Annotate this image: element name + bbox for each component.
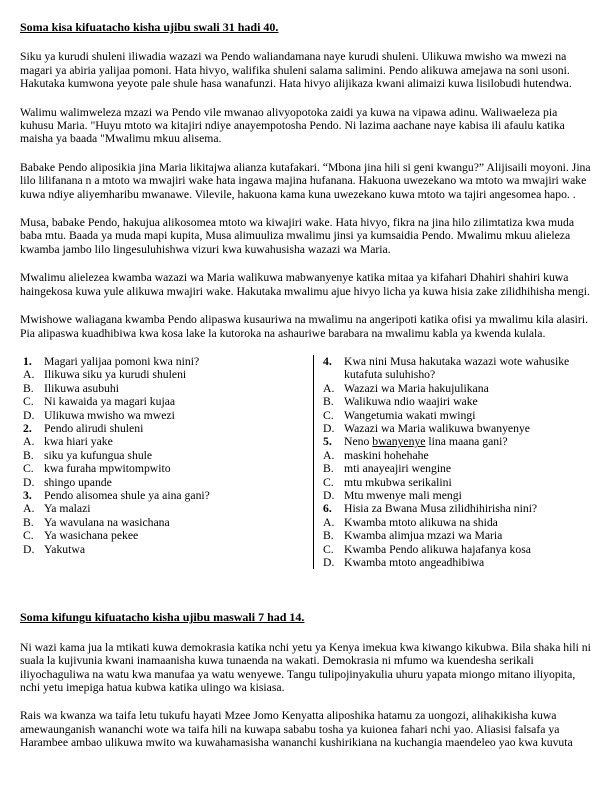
question-6-option-c (323, 543, 593, 556)
option-text: Yakutwa (44, 542, 86, 556)
option-text: Ya wasichana pekee (44, 529, 139, 543)
option-text: Ilikuwa siku ya kurudi shuleni (44, 368, 187, 382)
question-1 (23, 355, 308, 422)
option-text: Kwamba Pendo alikuwa hajafanya kosa (344, 542, 531, 556)
passage1-paragraph-4: Musa, babake Pendo, hakujua alikosomea mtoto wa kiwajiri wake. Hata hivyo, fikra na jina hilo zilimtatiza kwa muda baba mtu. Baada ya muda mapi kupita, Musa alimuuliza mwalimu jinsi ya kumsaidia Pendo. Mwalimu mkuu alieleza kwamba jambo lilo lingesuluhishwa vizuri kwa kuwahusisha wazazi wa Maria. (20, 216, 575, 256)
question-4-option-b (323, 395, 593, 408)
option-text: Ya malazi (44, 502, 91, 516)
question-3-option-c (23, 529, 308, 542)
question-2-stem (23, 422, 308, 435)
passage1-paragraph-2: Walimu walimweleza mzazi wa Pendo vile mwanao alivyopotoka zaidi ya kuwa na vipawa adinu. Waliwaeleza pia kuhusu Maria. "Huyu mtoto wa kitajiri ndiye anayempotosha Pendo. Ni lazima aachane naye kabisa ili afaulu katika maisha ya baada "Mwalimu mkuu alisema. (20, 105, 565, 146)
question-6-text (344, 502, 593, 515)
question-2-option-c (23, 462, 308, 475)
question-6 (323, 502, 593, 569)
option-text: Ilikuwa asubuhi (44, 381, 119, 395)
option-text: Kwamba mtoto angeadhibiwa (344, 556, 485, 569)
passage1-paragraph-1: Siku ya kurudi shuleni iliwadia wazazi wa Pendo waliandamana naye kurudi shuleni. Ulikuwa mwisho wa mwezi na magari ya abiria yalijaa pomoni. Hata hivyo, walifika shuleni salama salimini. Pendo alikuwa amejawa na soni usoni. Hakutaka kumwona yeyote pale shule hasa wanafunzi. Hata hivyo alijikaza kwani alimaizi kuwa lisilobudi hutendwa. (20, 50, 572, 91)
question-6-number: 6. (323, 502, 332, 516)
question-5-stem (323, 435, 593, 448)
question-2 (23, 422, 308, 489)
option-letter: A. (323, 515, 335, 529)
option-letter: D. (323, 421, 335, 435)
question-2-option-a (23, 435, 308, 448)
question-text-part: Magari yalijaa pomoni kwa nini? (44, 354, 200, 368)
passage1-paragraph-3: Babake Pendo aliposikia jina Maria likitajwa alianza kutafakari. “Mbona jina hili si geni kwangu?” Alijisaili moyoni. Jina lilo lilifanana n a mtoto wa mwajiri wake hata ingawa majina hufanana. Hakuona uwezekano wa mtoto wa mwajiri wake kuwa ndiye aliyemharibu mwanawe. Vilevile, hakuona kama kuna uwezekano kuwa mtoto wa tajiri angesomea hapo. . (20, 160, 591, 201)
question-4 (323, 355, 593, 435)
option-text: mtu mkubwa serikalini (344, 475, 452, 489)
section1-heading: Soma kisa kifuatacho kisha ujibu swali 31 hadi 40. (20, 20, 279, 34)
question-2-option-d (23, 476, 308, 489)
question-1-option-b (23, 382, 308, 395)
question-5 (323, 435, 593, 502)
question-1-option-c (23, 395, 308, 408)
questions-section (20, 355, 593, 570)
option-text: Kwamba alimjua mzazi wa Maria (344, 529, 503, 543)
section2-heading: Soma kifungu kifuatacho kisha ujibu maswali 7 had 14. (20, 610, 305, 625)
question-text-part: Hisia za Bwana Musa zilidhihirisha nini? (344, 502, 538, 516)
passage2-paragraph-2: Rais wa kwanza wa taifa letu tukufu hayati Mzee Jomo Kenyatta aliposhika hatamu za uongozi, alihakikisha kuwa amewaunganish wananchi wote wa taifa hili na kuwapa sababu tosha ya kuionea fahari nchi yao. Aliasisi falsafa ya Harambee ambao ulikuwa mwito wa kuwahamasisha wananchi kushirikiana na kuchangia maendeleo yao kwa kuvuta (20, 709, 573, 750)
option-letter: D. (323, 556, 335, 569)
option-letter: B. (323, 462, 334, 476)
question-6-stem (323, 502, 593, 515)
question-text-part: lina maana gani? (425, 435, 508, 449)
option-text: Ni kawaida ya magari kujaa (44, 395, 176, 409)
option-letter: B. (323, 395, 334, 409)
option-letter: A. (323, 448, 335, 462)
option-letter: C. (23, 529, 34, 543)
question-4-stem (323, 355, 593, 382)
option-text: Mtu mwenye mali mengi (344, 488, 462, 502)
option-text: Wangetumia wakati mwingi (344, 408, 476, 422)
option-letter: D. (23, 475, 35, 489)
option-letter: C. (23, 462, 34, 476)
option-letter: B. (23, 515, 34, 529)
option-text: mti anayeajiri wengine (344, 462, 452, 476)
question-2-number: 2. (23, 421, 32, 435)
questions-column-left (20, 355, 308, 570)
question-3-option-d (23, 543, 308, 556)
option-letter: C. (323, 475, 334, 489)
option-letter: D. (323, 488, 335, 502)
question-text-part: Kwa nini Musa hakutaka wazazi wote wahusike kutafuta suluhisho? (344, 354, 570, 382)
question-text-part: Pendo alirudi shuleni (44, 421, 144, 435)
question-4-option-d (323, 422, 593, 435)
option-letter: A. (23, 368, 35, 382)
question-6-option-b (323, 529, 593, 542)
question-underlined-word: bwanyenye (372, 435, 426, 449)
question-3-stem (23, 489, 308, 502)
option-text: kwa furaha mpwitompwito (44, 462, 171, 476)
option-text: Wazazi wa Maria walikuwa bwanyenye (344, 421, 530, 435)
option-letter: D. (23, 542, 35, 556)
option-letter: B. (23, 448, 34, 462)
question-6-option-d (323, 556, 593, 569)
option-letter: B. (23, 381, 34, 395)
questions-column-right (313, 355, 593, 570)
question-4-option-a (323, 382, 593, 395)
option-text: shingo upande (44, 475, 112, 489)
question-2-text (44, 422, 308, 435)
option-text: siku ya kufungua shule (44, 448, 153, 462)
option-letter: C. (23, 395, 34, 409)
question-4-option-c (323, 409, 593, 422)
question-4-number: 4. (323, 354, 332, 368)
passage1-paragraph-5: Mwalimu alielezea kwamba wazazi wa Maria walikuwa mabwanyenye katika mitaa ya kifahari Dhahiri shahiri kuwa haingekosa kuwa yule alikuwa mwajiri wake. Hakutaka mwalimu ajue hivyo licha ya kuwa hisia zake zilidhihisha mengi. (20, 271, 590, 298)
question-5-number: 5. (323, 435, 332, 449)
option-text: Kwamba mtoto alikuwa na shida (344, 515, 498, 529)
option-letter: B. (323, 529, 334, 543)
option-text: Ya wavulana na wasichana (44, 515, 170, 529)
passage1-paragraph-6: Mwishowe waliagana kwamba Pendo alipaswa kusauriwa na mwalimu na angeripoti katika ofisi ya mwalimu kila alasiri. Pia alipaswa kuadhibiwa kwa kosa lake la kutoroka na ashauriwe barabara na mwalimu kabla ya kwenda kulala. (20, 313, 588, 340)
question-5-option-b (323, 462, 593, 475)
option-text: kwa hiari yake (44, 435, 113, 449)
question-3 (23, 489, 308, 556)
question-4-text (344, 355, 593, 382)
question-3-option-a (23, 502, 308, 515)
option-text: Ulikuwa mwisho wa mwezi (44, 408, 175, 422)
option-text: maskini hohehahe (344, 448, 429, 462)
option-letter: A. (23, 435, 35, 449)
question-1-number: 1. (23, 354, 32, 368)
option-text: Wazazi wa Maria hakujulikana (344, 381, 489, 395)
option-letter: C. (323, 408, 334, 422)
question-3-number: 3. (23, 488, 32, 502)
question-1-option-a (23, 368, 308, 381)
question-text-part: Neno (344, 435, 373, 449)
option-letter: A. (23, 502, 35, 516)
question-5-option-a (323, 449, 593, 462)
question-1-option-d (23, 409, 308, 422)
question-5-option-c (323, 476, 593, 489)
question-3-option-b (23, 516, 308, 529)
passage2-paragraph-1: Ni wazi kama jua la mtikati kuwa demokrasia katika nchi yetu ya Kenya imekua kwa kiwango kikubwa. Bila shaka hili ni suala la kujivunia kwani inamaanisha kuwa tunaenda na wakati. Demokrasia ni mfumo wa kuendesha serikali iliyochaguliwa na watu kwa manufaa ya watu wenyewe. Tangu tulipojinyakulia uhuru yapata miongo mitano iliyopita, nchi yetu imepiga hatua kubwa katika ulingo wa kisiasa. (20, 640, 591, 695)
question-1-stem (23, 355, 308, 368)
option-letter: D. (23, 408, 35, 422)
option-letter: A. (323, 381, 335, 395)
question-1-text (44, 355, 308, 368)
option-text: Walikuwa ndio waajiri wake (344, 395, 478, 409)
question-3-text (44, 489, 308, 502)
question-6-option-a (323, 516, 593, 529)
option-letter: C. (323, 542, 334, 556)
question-5-text (344, 435, 593, 448)
question-text-part: Pendo alisomea shule ya aina gani? (44, 488, 210, 502)
question-5-option-d (323, 489, 593, 502)
question-2-option-b (23, 449, 308, 462)
